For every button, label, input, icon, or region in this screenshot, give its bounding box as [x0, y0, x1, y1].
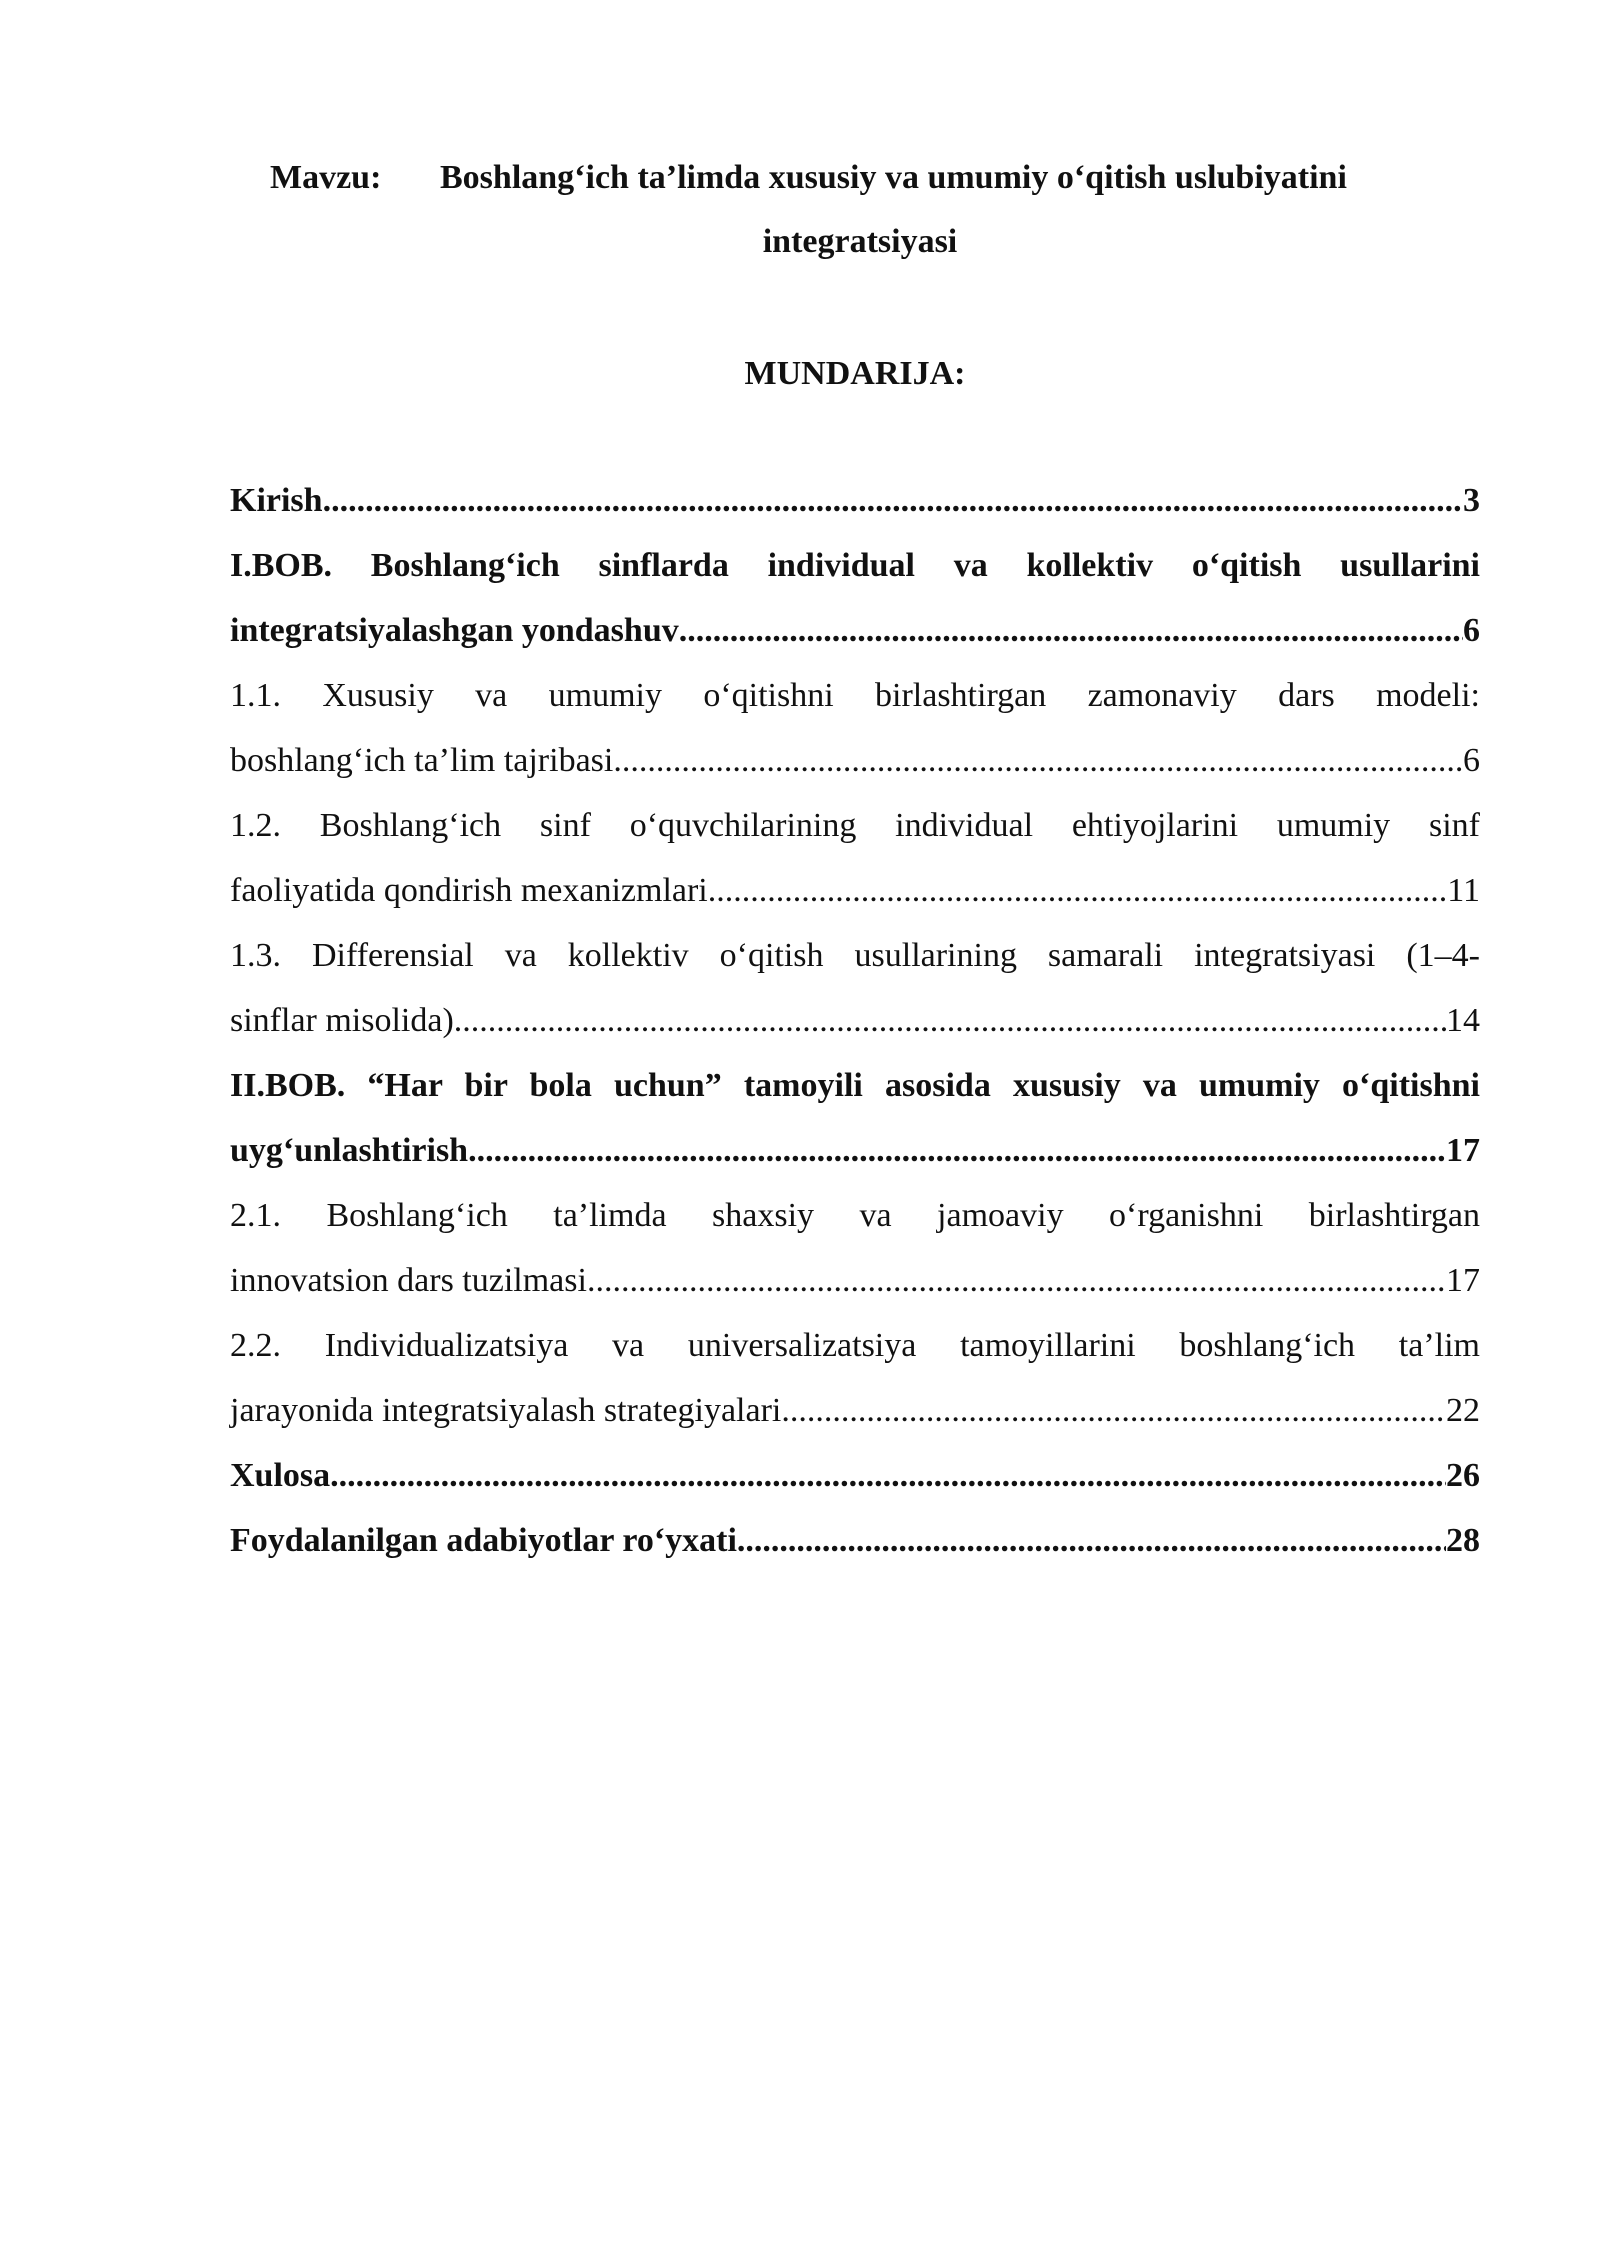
toc-page-number: 26	[1446, 1457, 1480, 1494]
toc-entry-title-line-1: 2.2. Individualizatsiya va universalizatsiya tamoyillarini boshlang‘ich ta’lim	[230, 1327, 1480, 1364]
toc-page-number: 22	[1446, 1392, 1480, 1429]
topic-title-line-2: integratsiyasi	[762, 223, 958, 260]
toc-heading: MUNDARIJA:	[744, 355, 966, 392]
toc-entry-title: Foydalanilgan adabiyotlar ro‘yxati	[230, 1522, 737, 1559]
toc-entry-bob-1[interactable]	[230, 533, 1480, 663]
toc-page-number: 28	[1446, 1522, 1480, 1559]
toc-page-number: 3	[1463, 482, 1480, 519]
toc-entry-section-2-1[interactable]	[230, 1183, 1480, 1313]
dot-leader	[781, 1378, 1446, 1443]
toc-entry-adabiyotlar[interactable]	[230, 1508, 1480, 1573]
toc-page-number: 17	[1446, 1132, 1480, 1169]
toc-page-number: 6	[1463, 612, 1480, 649]
dot-leader	[679, 598, 1463, 663]
toc-page-number: 6	[1463, 742, 1480, 779]
toc-entry-title-line-1: II.BOB. “Har bir bola uchun” tamoyili asosida xususiy va umumiy o‘qitishni	[230, 1067, 1480, 1104]
toc-entry-title-line-2: boshlang‘ich ta’lim tajribasi	[230, 742, 614, 779]
toc-entry-title-line-2: uyg‘unlashtirish	[230, 1132, 469, 1169]
dot-leader	[468, 1118, 1446, 1183]
toc-page-number: 17	[1446, 1262, 1480, 1299]
toc-entry-xulosa[interactable]	[230, 1443, 1480, 1508]
toc-entry-kirish[interactable]	[230, 468, 1480, 533]
toc-entry-bob-2[interactable]	[230, 1053, 1480, 1183]
dot-leader	[587, 1248, 1446, 1313]
toc-entry-title: Kirish	[230, 482, 323, 519]
toc-entry-title: Xulosa	[230, 1457, 331, 1494]
toc-page-number: 11	[1447, 872, 1480, 909]
topic-title-line-1: Boshlang‘ich ta’limda xususiy va umumiy o‘qitish uslubiyatini	[440, 159, 1347, 196]
topic-label: Mavzu:	[270, 159, 382, 196]
toc-entry-title-line-2: jarayonida integratsiyalash strategiyalari	[230, 1392, 782, 1429]
toc-entry-title-line-1: I.BOB. Boshlang‘ich sinflarda individual va kollektiv o‘qitish usullarini	[230, 547, 1480, 584]
toc-entry-section-1-2[interactable]	[230, 793, 1480, 923]
toc-entry-title-line-1: 1.2. Boshlang‘ich sinf o‘quvchilarining individual ehtiyojlarini umumiy sinf	[230, 807, 1480, 844]
dot-leader	[613, 728, 1463, 793]
dot-leader	[330, 1443, 1446, 1508]
toc-page-number: 14	[1446, 1002, 1480, 1039]
toc-entry-section-1-3[interactable]	[230, 923, 1480, 1053]
toc-entry-section-2-2[interactable]	[230, 1313, 1480, 1443]
toc-entry-title-line-2: sinflar misolida)	[230, 1002, 454, 1039]
toc-entry-title-line-2: faoliyatida qondirish mexanizmlari	[230, 872, 708, 909]
toc-entry-title-line-1: 2.1. Boshlang‘ich ta’limda shaxsiy va jamoaviy o‘rganishni birlashtirgan	[230, 1197, 1480, 1234]
dot-leader	[708, 858, 1448, 923]
dot-leader	[454, 988, 1446, 1053]
toc-entry-section-1-1[interactable]	[230, 663, 1480, 793]
toc-entry-title-line-1: 1.1. Xususiy va umumiy o‘qitishni birlashtirgan zamonaviy dars modeli:	[230, 677, 1480, 714]
toc-entry-title-line-1: 1.3. Differensial va kollektiv o‘qitish usullarining samarali integratsiyasi (1–4-	[230, 937, 1480, 974]
toc-entry-title-line-2: innovatsion dars tuzilmasi	[230, 1262, 587, 1299]
dot-leader	[737, 1508, 1446, 1573]
toc-entry-title-line-2: integratsiyalashgan yondashuv	[230, 612, 679, 649]
table-of-contents	[230, 468, 1480, 1573]
dot-leader	[323, 468, 1463, 533]
